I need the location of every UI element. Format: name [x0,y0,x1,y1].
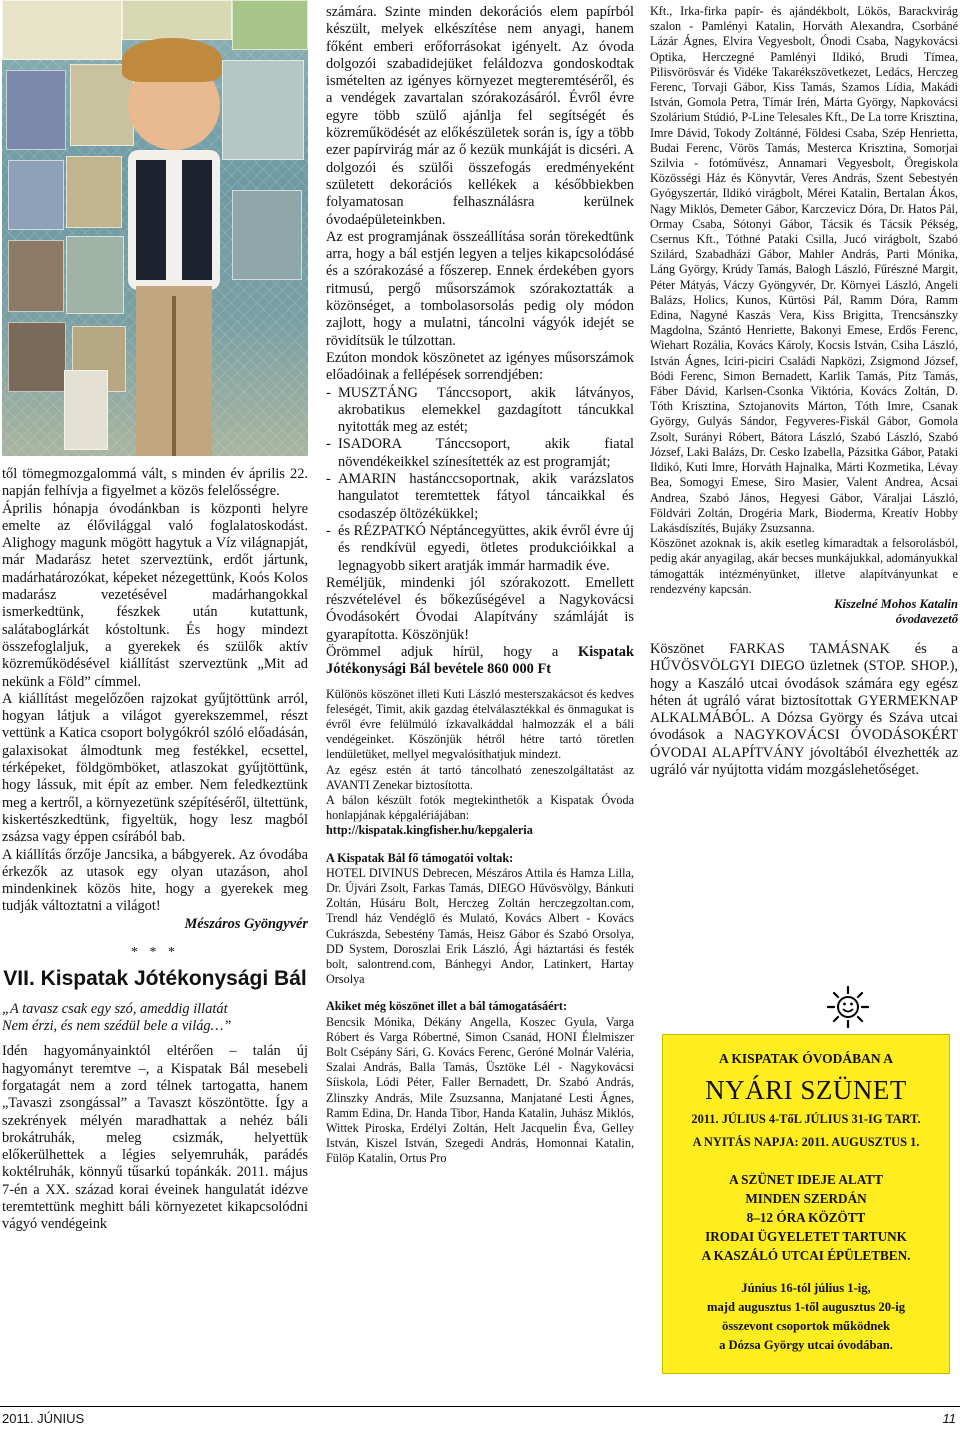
performer-item: - ISADORA Tánccsoport, akik fiatal növendékeikkel színesítették az est programját; [326,436,634,470]
other-sponsors-heading: Akiket még köszönet illet a bál támogatásáért: [326,999,568,1014]
thanks-omitted: Köszönet azoknak is, akik esetleg kimaradtak a felsorolásból, pedig akár anyagilag, akár becses munkájukkal, adományukkal támogatták intézményünket, illetve alapítványunkat e rendezvény kapcsán. [650,536,958,596]
col2-paragraph-2: Az est programjának összeállítása során törekedtünk arra, hogy a bál estjén legyen a teljes kikapcsolódásé és a szórakozásé a főszerep. Ennek érdekében gyors ritmusú, pergő műsorszámok szórakoztatták a közönséget, a tombolasorsolás pedig oly módon zajlott, hogy a mulatni, táncolni vágyók idejét se rövidítsük le túlzottan. [326,228,634,349]
column-1 [2,0,308,1405]
main-sponsors-heading: A Kispatak Bál fő támogatói voltak: [326,850,514,865]
col2-paragraph-4: Reméljük, mindenki jól szórakozott. Emellett részvételével és bőkezűségével a Nagykovácsi Óvodásokért Óvodai Alapítvány számláját is gyarapította. Köszönjük! [326,574,634,643]
col1-paragraph-4: A kiállítás őrzője Jancsika, a bábgyerek. Az óvodába érkezők az utasok egy olyan utazáson, ahol mindenkinek közös hite, hogy a gyerekek meg tudják változtatni a világot! [2,846,308,915]
col1-paragraph-3: A kiállítást megelőzően rajzokat gyűjtöttünk arról, hogyan látjuk a világot gyerekszemmel, részt vettünk a Katica csoport bolygókról szóló előadásán, galaxisokat álmodtunk meg festékkel, ecsettel, térképeket, földgömböket, atlaszokat gyűjtöttünk, hogy lássuk, mit épít az ember. Nem feledkeztünk meg a kertről, a környezetünk szépítéséről, ültettünk, kiskertészkedtünk, figyeltük, hogy lesz magból zsázsa vagy éppen csírából bab. [2,690,308,846]
summer-break-notice [662,1034,950,1374]
column-2 [326,4,634,1404]
page-number: 11 [942,1411,956,1426]
section-separator: * * * [131,944,179,960]
col2-paragraph-5: Örömmel adjuk hírül, hogy a Kispatak Jótékonysági Bál bevétele 860 000 Ft [326,643,634,678]
col1-paragraph-5: Idén hagyományainktól eltérően – talán új hagyományt teremtve –, a Kispatak Bál mesebeli forgatagát nem a zord télnek tartogatta, hanem „Tavaszi zsongással” a Tavaszt köszöntötte. Így a szekrények mélyén maradhattak a nehéz báli brokátruhák, meleg csizmák, helyettük előkerülhettek a légies selyemruhák, parádés koktélruhák, könnyű tűsarkú topánkák. 2011. május 7-én a XX. század korai éveinek hangulatát idézve teremtettünk meghitt báli környezetet kikapcsolódni vágyó vendégeink [2,1043,308,1233]
performer-item: - MUSZTÁNG Tánccsoport, akik látványos, akrobatikus elemekkel gazdagított táncukkal nyitották meg az estét; [326,384,634,436]
sun-icon [826,985,870,1029]
notice-duty-5: A KASZÁLÓ UTCAI ÉPÜLETBEN. [701,1248,911,1263]
notice-duty-3: 8–12 ÓRA KÖZÖTT [746,1210,866,1225]
photo-gallery-note: A bálon készült fotók megtekinthetők a Kispatak Óvoda honlapjának képgalériájában: [326,793,634,823]
footer-rule [0,1406,960,1407]
notice-intro: A KISPATAK ÓVODÁBAN A [718,1051,894,1066]
notice-groups-3: összevont csoportok működnek [722,1319,890,1333]
sponsors-list-continued: Kft., Irka-firka papír- és ajándékbolt, Lökös, Barackvirág szalon - Pamlényi Katalin, Horváth Alexandra, Csorbáné Lázár Ágnes, Elvira Vegyesbolt, Ónodi Csaba, Nagykovácsi Optika, Herczegné Pamlényi Ildikó, Brudi Tímea, Pilisvörösvár és Vidéke Takarékszövetkezet, Ledács, Herczeg Ferenc, Torvaji Gábor, Kiss Tamás, Szamos Lídia, Makádi István, Gomola Petra, Tímár Irén, Márta György, Napkovácsi Szolárium Stúdió, P-Line Telesales Kft., De La torre Krisztina, Imre Dávid, Tokody Zoltánné, Földesi Csaba, Szép Henrietta, Budai Ferenc, Vörös Tamás, Mesterca Krisztina, Somorjai Szilvia - fotóművész, Annamari Vegyesbolt, Öregiskola Közösségi Ház és Könyvtár, Veres András, Szent Sebestyén Gyógyszertár, Ildikó virágbolt, Mérei Katalin, Bertalan Ákos, Nagy Miklós, Demeter Gábor, Karczevicz Dóra, Dr. Hatos Pál, Ormay Csaba, Sótonyi Gábor, Tácsik és Tácsik Pékség, Csernus Kft., Tóthné Pataki Csilla, Jucó virágbolt, Szabó Szilárd, Szabadházi Gábor, Mahler András, Parti Mónika, Láng György, Krúdy Tamás, Balogh László, Fűrészné Margit, Péter Mátyás, Váczy Gyöngyvér, Dr. Környei László, Angeli Balázs, Holics, Kunos, Kürtösi Pál, Ramm Dóra, Ramm Edina, Nagyné Kaszás Vera, Kiss Brigitta, Trencsánszky Magdolna, Szántó Henriette, Bakonyi Emese, Erdős Ferenc, Wiehart Rozália, Kovács Károly, Kocsis István, Csiha László, István Ágnes, Iciri-piciri Családi Napközi, Zsigmond József, Bódi Ferenc, Simon Bernadett, Karlik Tamás, Pitz Tamás, Fáber Dávid, Karlsen-Csonka Viktória, Kovács Zoltán, D. Tóth Krisztina, Sztojanovits Márton, Tóth Imre, Csanak György, Gulyás Sándor, Fegyveres-Fiskál Gábor, Gomola Zsolt, Surányi Róbert, Bátora László, Szabó László, Szabó József, Laki Balázs, Dr. Cesko Izabella, Pázsitka Gábor, Pataki Ildikó, Kuti Imre, Horváth Hajnalka, Márti Kozmetika, Lévay Bea, Somogyi Emese, Siro Masier, Valent Andrea, Acsai Andrea, Szabó János, Hegyesi Gábor, Váraljai László, Földvári Zoltán, Drogéria Mark, Bioderma, Kreatív Hobby Lakásdíszítés, Bujáky Zsuzsanna. [650,4,958,535]
director-title: óvodavezető [895,611,958,626]
quote-line-2: Nem érzi, és nem szédül bele a világ…” [2,1018,232,1035]
col1-paragraph-2: Április hónapja óvodánkban is központi helyre emelte az élővilággal való foglalatoskodást. Alighogy magunk mögött hagytuk a Víz világnapját, már Madarász hetet szerveztünk, erdőt jártunk, madárhatározókat, képeket nézegettünk, Koós Kolos madarász vezetésével madárhangokkal ismerkedtünk, fészkek után kutattunk, salátaboglárkát kóstoltunk. És hogy mindezt összefoglaljuk, a gyerekek és szülők aktív közreműködésével kiállítást szerveztünk „Mit ad nekünk a Föld” címmel. [2,500,308,690]
notice-headline: NYÁRI SZÜNET [705,1075,907,1105]
col3-paragraph-1: Köszönet FARKAS TAMÁSNAK és a HŰVÖSVÖLGYI DIEGO üzletnek (STOP. SHOP.), hogy a Kaszáló utcai óvodások számára egy egész héten át ugráló várat biztosítottak GYERMEKNAP ALKALMÁBÓL. A Dózsa György és Száva utcai óvodások a NAGYKOVÁCSI ÓVODÁSOKÉRT ÓVODAI ALAPÍTVÁNY jóvoltából élvezhették az ugráló vár nyújtotta vidám mozgáslehetőséget. [650,640,958,778]
notice-duty-1: A SZÜNET IDEJE ALATT [729,1172,883,1187]
notice-dates: 2011. JÚLIUS 4-TőL JÚLIUS 31-IG TART. [691,1112,921,1126]
thanks-chef: Különös köszönet illeti Kuti László mesterszakácsot és kedves feleségét, Timit, akik gazdag ételválasztékkal és önmagukat is évről évre felülmúló ízkavalkáddal halmozzák el a báli vendégeinket. Köszönjük hétről hétre tartó töretlen lendületüket, mellyel megvalósíthatjuk mindezt. [326,686,634,762]
puppet-exhibition-photo [2,0,308,456]
issue-date: 2011. JÚNIUS [2,1411,85,1426]
notice-duty-2: MINDEN SZERDÁN [745,1191,867,1206]
quote-line-1: „A tavasz csak egy szó, ameddig illatát [2,1000,228,1017]
thanks-band: Az egész estén át tartó táncolható zeneszolgáltatást az AVANTI Zenekar biztosította. [326,762,634,792]
performer-item: - AMARIN hastánccsoportnak, akik varázslatos hangulatot teremtettek fátyol táncaikkal és csodaszép öltözékükkel; [326,471,634,522]
director-name: Kiszelné Mohos Katalin [834,596,958,611]
col1-paragraph-1: től tömegmozgalommá vált, s minden év április 22. napján felhívja a figyelmet a közös felelősségre. [2,466,308,500]
gallery-link[interactable]: http://kispatak.kingfisher.hu/kepgaleria [326,823,533,838]
performer-item: - és RÉZPATKÓ Néptáncegyüttes, akik évről évre új és rendkívül egyedi, ötletes produkcióikkal a legnagyobb sikert aratják immár harmadik éve. [326,522,634,574]
notice-opening: A NYITÁS NAPJA: 2011. AUGUSZTUS 1. [692,1135,920,1149]
notice-groups-4: a Dózsa György utcai óvodában. [719,1338,893,1352]
author-signature: Mészáros Gyöngyvér [184,915,308,932]
col2-paragraph-3: Ezúton mondok köszönetet az igényes műsorszámok előadóinak a fellépések sorrendjében: [326,349,634,384]
notice-groups-2: majd augusztus 1-től augusztus 20-ig [706,1300,906,1314]
main-sponsors-list: HOTEL DIVINUS Debrecen, Mészáros Attila és Hamza Lilla, Dr. Újvári Zsolt, Farkas Tamás, DIEGO Hűvösvölgy, Bánkuti Zoltán, Húsáru Bolt, Herczeg Zoltán herczegzoltan.com, Trendl ház Vendéglő és Mulató, Kovács Albert - Kovács Cukrászda, Sebestény Tamás, Heisz Gábor és Szabó Orsolya, DD System, Doroszlai Erik László, Ági háztartási és festék bolt, salontrend.com, Bánhegyi Andor, Latinkert, Hartay Orsolya [326,865,634,987]
article-title: VII. Kispatak Jótékonysági Bál [3,966,307,990]
notice-groups-1: Június 16-tól július 1-ig, [741,1281,871,1295]
other-sponsors-list: Bencsik Mónika, Dékány Angella, Koszec Gyula, Varga Róbert és Varga Róbertné, Simon Csanád, HONI Élelmiszer Bolt Csépány Sári, G. Kovács Ferenc, Geróné Molnár Valéria, Szalai András, Balla Tamás, Üsztöke Lél - Nagykovácsi Síiskola, Lódi Péter, Faller Bernadett, Dr. Szabó András, Zlinszky András, Mile Zsuzsanna, Manjatané Lesti Ágnes, Ramm Edina, Dr. Handa Tibor, Handa Katalin, Juhász Miklós, Wittek Piroska, Erdélyi Zoltán, Helt Jacquelin Éva, Gelley István, Kiszel István, Szegedi András, Homonnai Katalin, Fülöp Katalin, Ortus Pro [326,1014,634,1166]
col2-paragraph-1: számára. Szinte minden dekorációs elem papírból készült, melyek elkészítése nem anyagi, hanem főként emberi erőforrásokat igényelt. Az óvoda dolgozói szabadidejüket feláldozva gondoskodtak ismételten az igényes környezet megteremtéséről, és a vendégek zavartalan szórakozásáról. Évről évre egyre több szülő ajánlja fel segítségét és közreműködését az előkészületek során is, így a több ezer papírvirág már az ő kezük munkáját is dicséri. A dolgozói és szülői összefogás eredményeként született dekorációs kellékek a későbbiekben folyamatosan felhasználásra kerülnek óvodaépületeinkben. [326,4,634,228]
notice-duty-4: IRODAI ÜGYELETET TARTUNK [705,1229,907,1244]
